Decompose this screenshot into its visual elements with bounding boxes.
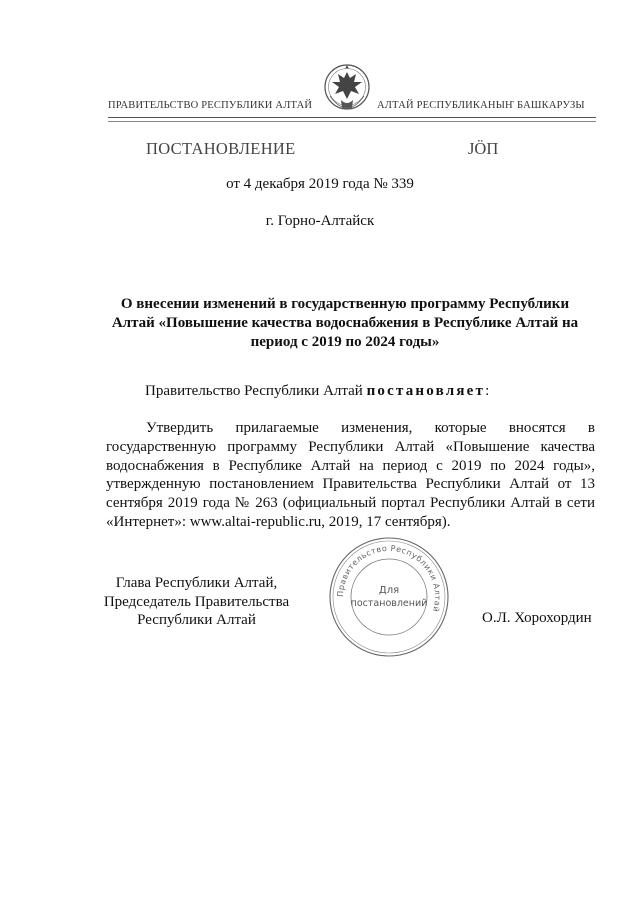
header-divider-thin: [108, 121, 596, 122]
official-stamp: [327, 535, 451, 659]
preamble-suffix: :: [485, 383, 490, 399]
preamble-text: Правительство Республики Алтай: [145, 383, 367, 399]
government-name-altai: АЛТАЙ РЕСПУБЛИКАНЫҤ БАШКАРУЗЫ: [377, 100, 585, 111]
signatory-position: [80, 574, 313, 630]
body-paragraph: [106, 419, 595, 532]
document-type-altai: JÖП: [468, 139, 499, 158]
body-paragraph-text: Утвердить прилагаемые изменения, которые вносятся в государственную программу Республики Алтай «Повышение качества водоснабжения в Республике Алтай на период с 2019 по 2024 годы», утвержденную постановлением Правительства Республики Алтай от 13 сентября 2019 года № 263 (официальный портал Республики Алтай в сети «Интернет»: www.altai-republic.ru, 2019, 17 сентября).: [106, 420, 595, 530]
coat-of-arms-emblem-icon: [322, 60, 372, 122]
document-type-russian: ПОСТАНОВЛЕНИЕ: [146, 139, 296, 158]
stamp-center-line1: Для: [378, 585, 400, 596]
preamble: [145, 383, 489, 400]
preamble-emphasis: постановляет: [366, 383, 486, 399]
government-name-russian: ПРАВИТЕЛЬСТВО РЕСПУБЛИКИ АЛТАЙ: [108, 100, 313, 111]
signatory-position-line: Глава Республики Алтай,: [115, 575, 278, 591]
document-title: О внесении изменений в государственную программу Республики Алтай «Повышение качества водоснабжения в Республике Алтай на период с 2019 по 2024 годы»: [111, 296, 579, 350]
stamp-ring-text: Правительство Республики Алтай: [335, 543, 443, 614]
document-city: г. Горно-Алтайск: [265, 213, 375, 229]
document-date: от 4 декабря 2019 года № 339: [226, 176, 414, 192]
signatory-name: О.Л. Хорохордин: [482, 610, 592, 626]
signatory-position-line: Председатель Правительства: [103, 593, 290, 610]
header-divider: [108, 117, 596, 118]
stamp-center-line2: постановлений: [350, 598, 428, 609]
signatory-position-line: Республики Алтай: [137, 612, 256, 628]
